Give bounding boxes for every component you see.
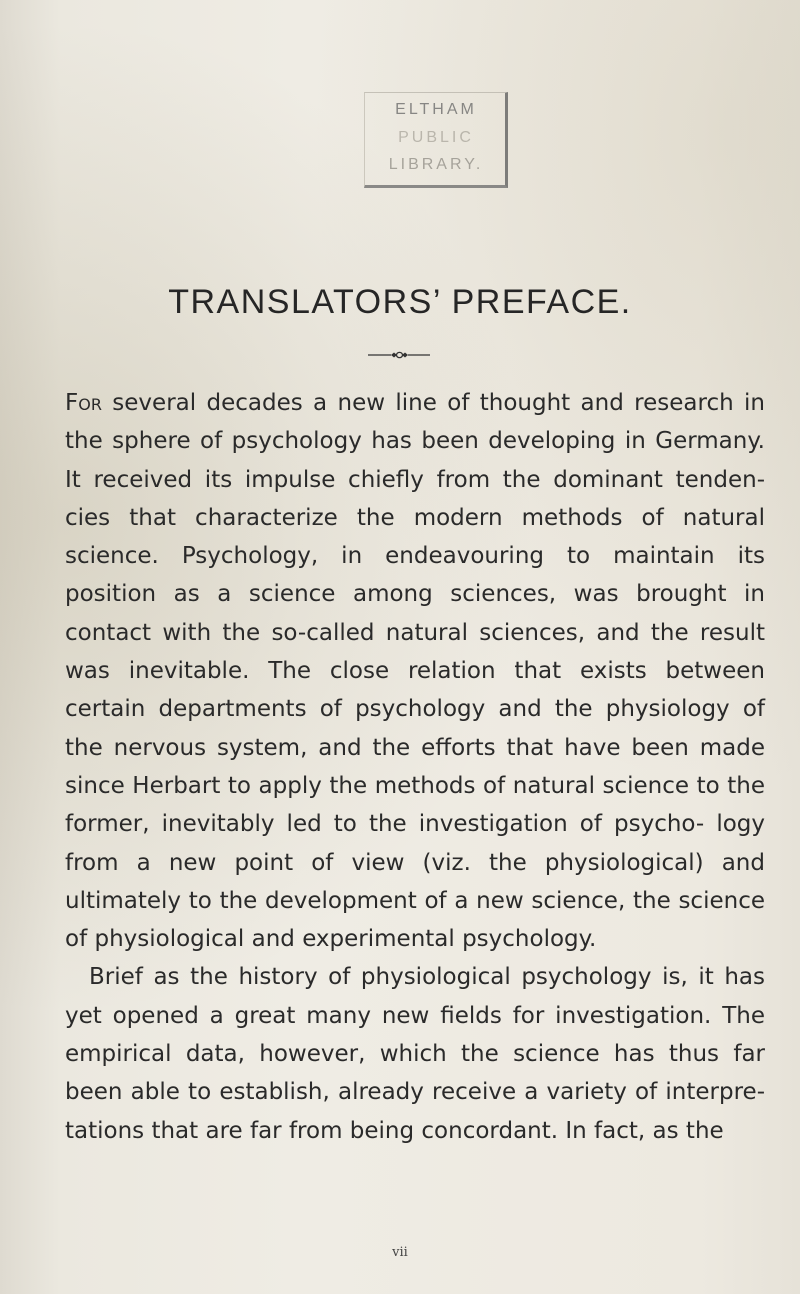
library-stamp [364,92,508,188]
preface-body [65,384,765,1150]
title-ornament [368,351,430,359]
paragraph [65,384,765,958]
paragraph-text: several decades a new line of thought and research in the sphere of psychology has been developing in Germany. It received its impulse chiefly from the dominant tenden- cies that characterize the modern methods of natural science. Psychology, in endeavouring to maintain its position as a science among sciences, was brought in contact with the so-called natural sciences, and the result was inevitable. The close relation that exists between certain departments of psychology and the physiology of the nervous system, and the efforts that have been made since Herbart to apply the methods of natural science to the former, inevitably led to the investigation of psycho- logy from a new point of view (viz. the physiological) and ultimately to the development of a new science, the science of physiological and experimental psychology. [65,390,765,953]
stamp-line-2: PUBLIC [398,129,474,146]
page-number: vii [392,1245,408,1260]
stamp-line-1: ELTHAM [395,101,477,118]
paragraph-lead-word: For [65,390,102,416]
paragraph-text: Brief as the history of physiological psychology is, it has yet opened a great many new fields for investigation. The empirical data, however, which the science has thus far been able to establish, already receive a variety of interpre- tations that are far from being concordant. In fact, as the [65,964,765,1144]
paragraph [65,958,765,1149]
page-title: TRANSLATORS’ PREFACE. [168,283,632,321]
stamp-line-3: LIBRARY. [388,156,484,173]
